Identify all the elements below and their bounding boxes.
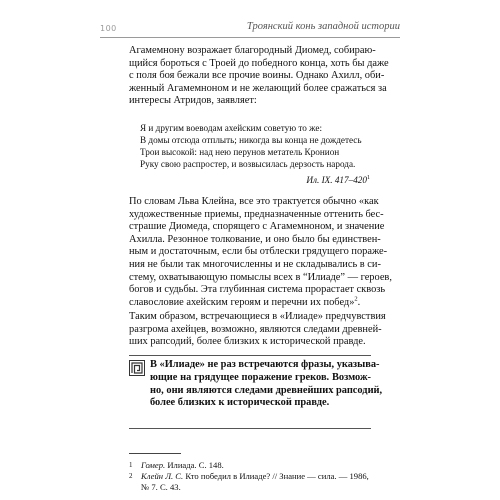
callout-rule-bottom: [129, 428, 371, 429]
text-line-tail: .: [357, 296, 361, 308]
footnote-2: [129, 471, 370, 493]
footnote-1: [129, 460, 370, 471]
text-line: интересы Атридов, заявляет:: [129, 95, 257, 107]
text-line: разгрома ахейцев, возможно, являются следами древней-: [129, 323, 382, 335]
footnote-continuation: № 7. С. 43.: [141, 482, 181, 492]
text-line: Ахилла. Резонное толкование, и оно было бы единствен-: [129, 233, 381, 245]
footnote-author: Клейн Л. С.: [141, 471, 184, 481]
callout-line: но, они являются следами древнейших рапсодий,: [150, 384, 383, 396]
callout-rule-top: [129, 355, 371, 356]
verse-reference-text: Ил. IX. 417–420: [306, 175, 367, 185]
running-header: [100, 21, 400, 35]
text-line: щийся бороться с Троей до победного конца, хоть бы даже: [129, 57, 389, 69]
text-line: страшие Диомеда, спорящего с Агамемноном, и значение: [129, 221, 385, 233]
greek-meander-icon: [129, 360, 145, 376]
footnotes: [129, 460, 370, 493]
text-line: с поля боя бежали все прочие воины. Однако Ахилл, оби-: [129, 70, 385, 82]
callout-box: [129, 355, 383, 430]
footnote-number: 1: [129, 461, 133, 469]
text-line: Агамемнону возражает благородный Диомед, собираю-: [129, 45, 376, 56]
running-title: Троянский конь западной истории: [246, 21, 400, 32]
paragraph-2: [129, 196, 392, 309]
verse-quote: [140, 122, 370, 170]
text-line: женный Агамемноном и не желающий более сражаться за: [129, 82, 387, 94]
verse-line: Я и другим воеводам ахейским советую то же:: [140, 123, 323, 133]
callout-line: В «Илиаде» не раз встречаются фразы, указыва-: [150, 359, 380, 370]
text-line: стему, охватывающую помыслы всех в “Илиаде” — героев,: [129, 271, 392, 283]
text-line: [129, 297, 370, 310]
verse-reference: [306, 175, 370, 185]
page-number: 100: [100, 24, 117, 33]
text-line-body: славословие ахейским героям и перечни их побед»: [129, 296, 355, 308]
callout-text: [150, 359, 383, 410]
footnote-number: 2: [129, 472, 133, 480]
verse-line: Трои высокой: над нею перунов метатель Кронион: [140, 147, 340, 157]
paragraph-3: [129, 311, 386, 349]
paragraph-1: [129, 45, 389, 108]
footnote-author: Гомер.: [141, 460, 166, 470]
footnote-text: Кто победил в Илиаде? // Знание — сила. — 1986,: [183, 471, 369, 481]
text-line: ным и достаточным, если бы отблески грядущего пораже-: [129, 246, 388, 258]
footnote-rule: [129, 453, 181, 454]
footnote-text: Илиада. С. 148.: [165, 460, 224, 470]
verse-line: В домы отсюда отплыть; никогда вы конца не дождетесь: [140, 135, 362, 145]
header-rule: [100, 37, 400, 38]
footnote-marker: 1: [367, 174, 370, 181]
callout-line: более близких к исторической правде.: [150, 397, 330, 409]
text-line: богов и судьбы. Эта глубинная система прорастает сквозь: [129, 284, 386, 296]
text-line: ния не были так многочисленны и не складывались в си-: [129, 258, 381, 270]
text-line: По словам Льва Клейна, все это трактуется обычно «как: [129, 196, 379, 207]
callout-line: ющие на грядущее поражение греков. Возмож-: [150, 371, 371, 383]
text-line: Таким образом, встречающиеся в «Илиаде» предчувствия: [129, 311, 386, 322]
footnote-marker: 2: [354, 295, 358, 303]
verse-line: Руку свою распростер, и возвысилась дерзость народа.: [140, 159, 356, 169]
text-line: художественные приемы, предназначенные оттенить бес-: [129, 208, 384, 220]
text-line: ших рапсодий, более близких к исторической правде.: [129, 336, 366, 348]
